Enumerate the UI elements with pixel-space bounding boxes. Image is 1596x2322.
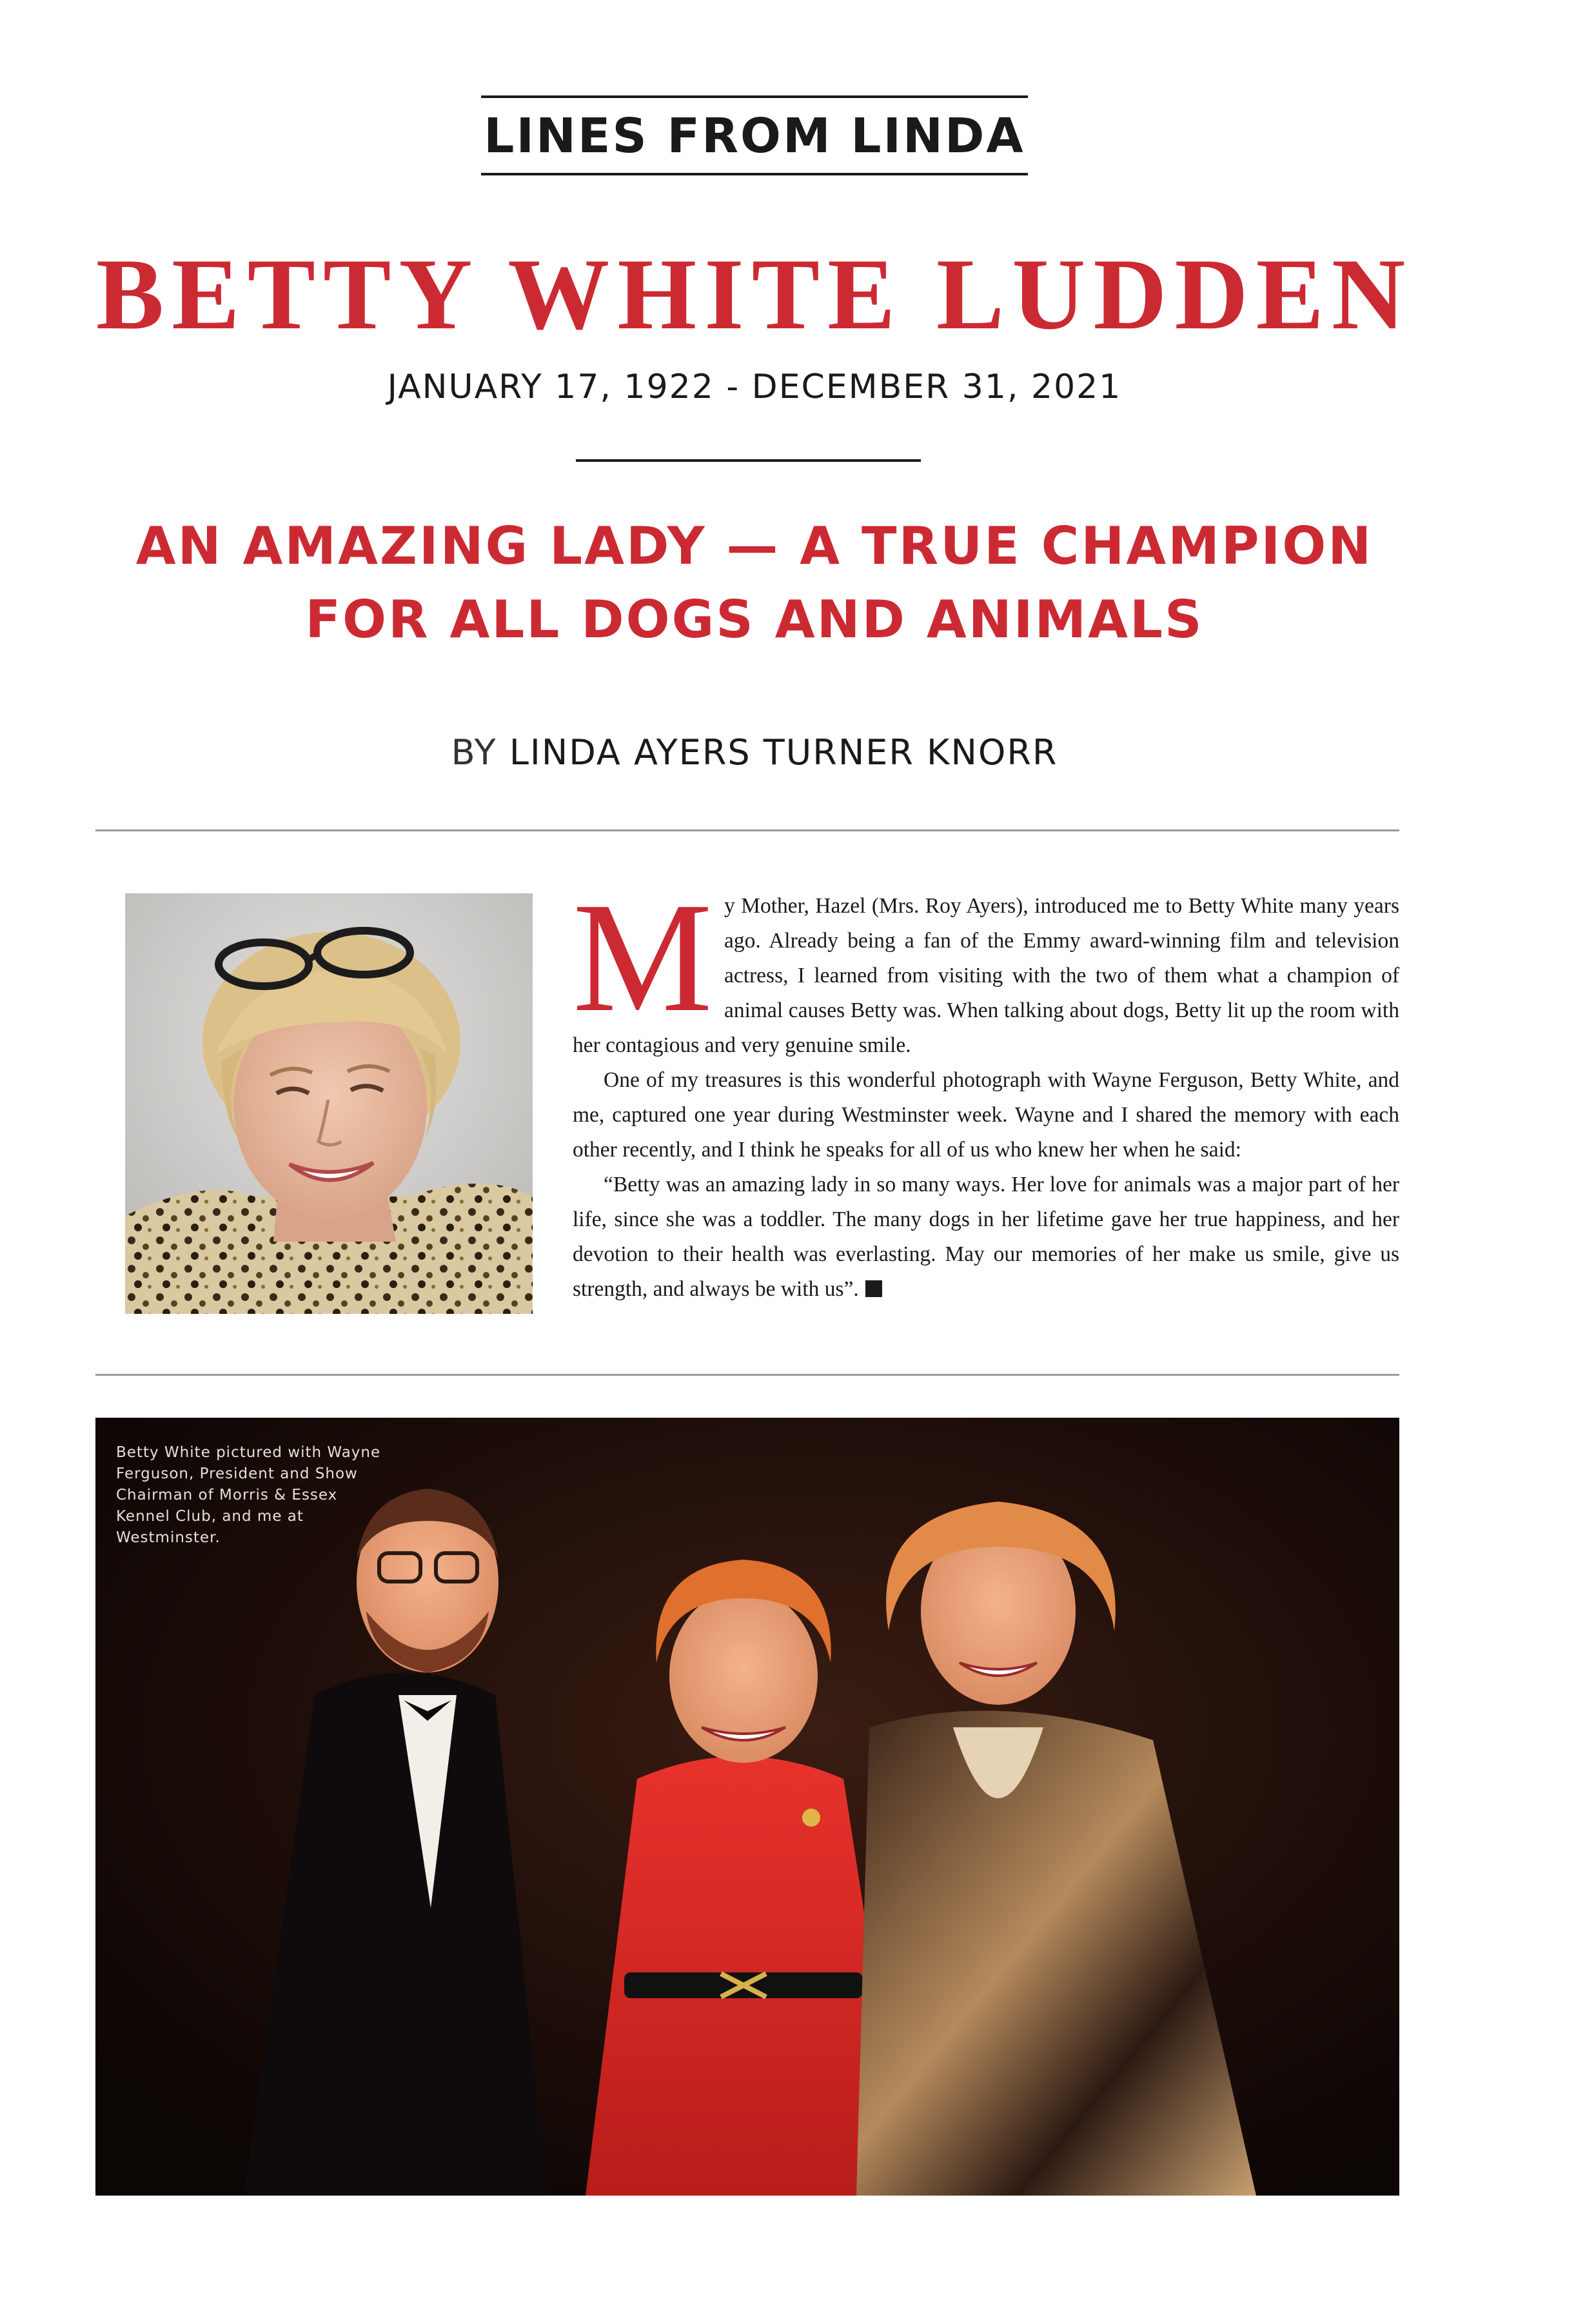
drop-cap: M	[573, 870, 713, 1044]
portrait-illustration	[125, 893, 533, 1314]
article-paragraph-2: One of my treasures is this wonderful photograph with Wayne Ferguson, Betty White, and me, captured one year during Westminster week. Wayne and I shared the memory with each other recently, and I think he speaks for all of us who knew her when he said:	[573, 1068, 1399, 1162]
end-mark-square-icon	[865, 1280, 882, 1297]
section-divider-bottom	[95, 1374, 1399, 1376]
byline	[0, 732, 1509, 773]
article-paragraph-1	[573, 870, 1399, 1063]
paragraph-3-text: “Betty was an amazing lady in so many ways. Her love for animals was a major part of her life, since she was a toddler. The many dogs in her lifetime gave her true happiness, and her devotion to their health was everlasting. May our memories of her make us smile, give us strength, and always be with us”.	[573, 1173, 1399, 1301]
article-paragraph-3	[573, 1167, 1399, 1307]
paragraph-1-text: y Mother, Hazel (Mrs. Roy Ayers), introduced me to Betty White many years ago. Already being a fan of the Emmy award-winning film and television actress, I learned from visiting with the two of them what a champion of animal causes Betty was. When talking about dogs, Betty lit up the room with her contagious and very genuine smile.	[573, 894, 1399, 1057]
byline-prefix: BY	[451, 732, 497, 773]
section-divider-top	[95, 829, 1399, 831]
column-header	[0, 95, 1509, 175]
byline-author: LINDA AYERS TURNER KNORR	[509, 732, 1058, 773]
photo-caption: Betty White pictured with Wayne Ferguson, President and Show Chairman of Morris & Essex Kennel Club, and me at Westminster.	[116, 1444, 381, 1546]
author-portrait-photo	[125, 893, 533, 1314]
title-divider	[576, 459, 921, 462]
article-body	[573, 870, 1399, 1307]
subtitle	[0, 510, 1509, 657]
subtitle-line-1: AN AMAZING LADY — A TRUE CHAMPION	[135, 516, 1374, 576]
column-kicker: LINES FROM LINDA	[481, 95, 1027, 175]
subtitle-line-2: FOR ALL DOGS AND ANIMALS	[305, 590, 1204, 650]
page-title: BETTY WHITE LUDDEN	[95, 238, 1414, 351]
life-dates: JANUARY 17, 1922 - DECEMBER 31, 2021	[387, 368, 1122, 406]
